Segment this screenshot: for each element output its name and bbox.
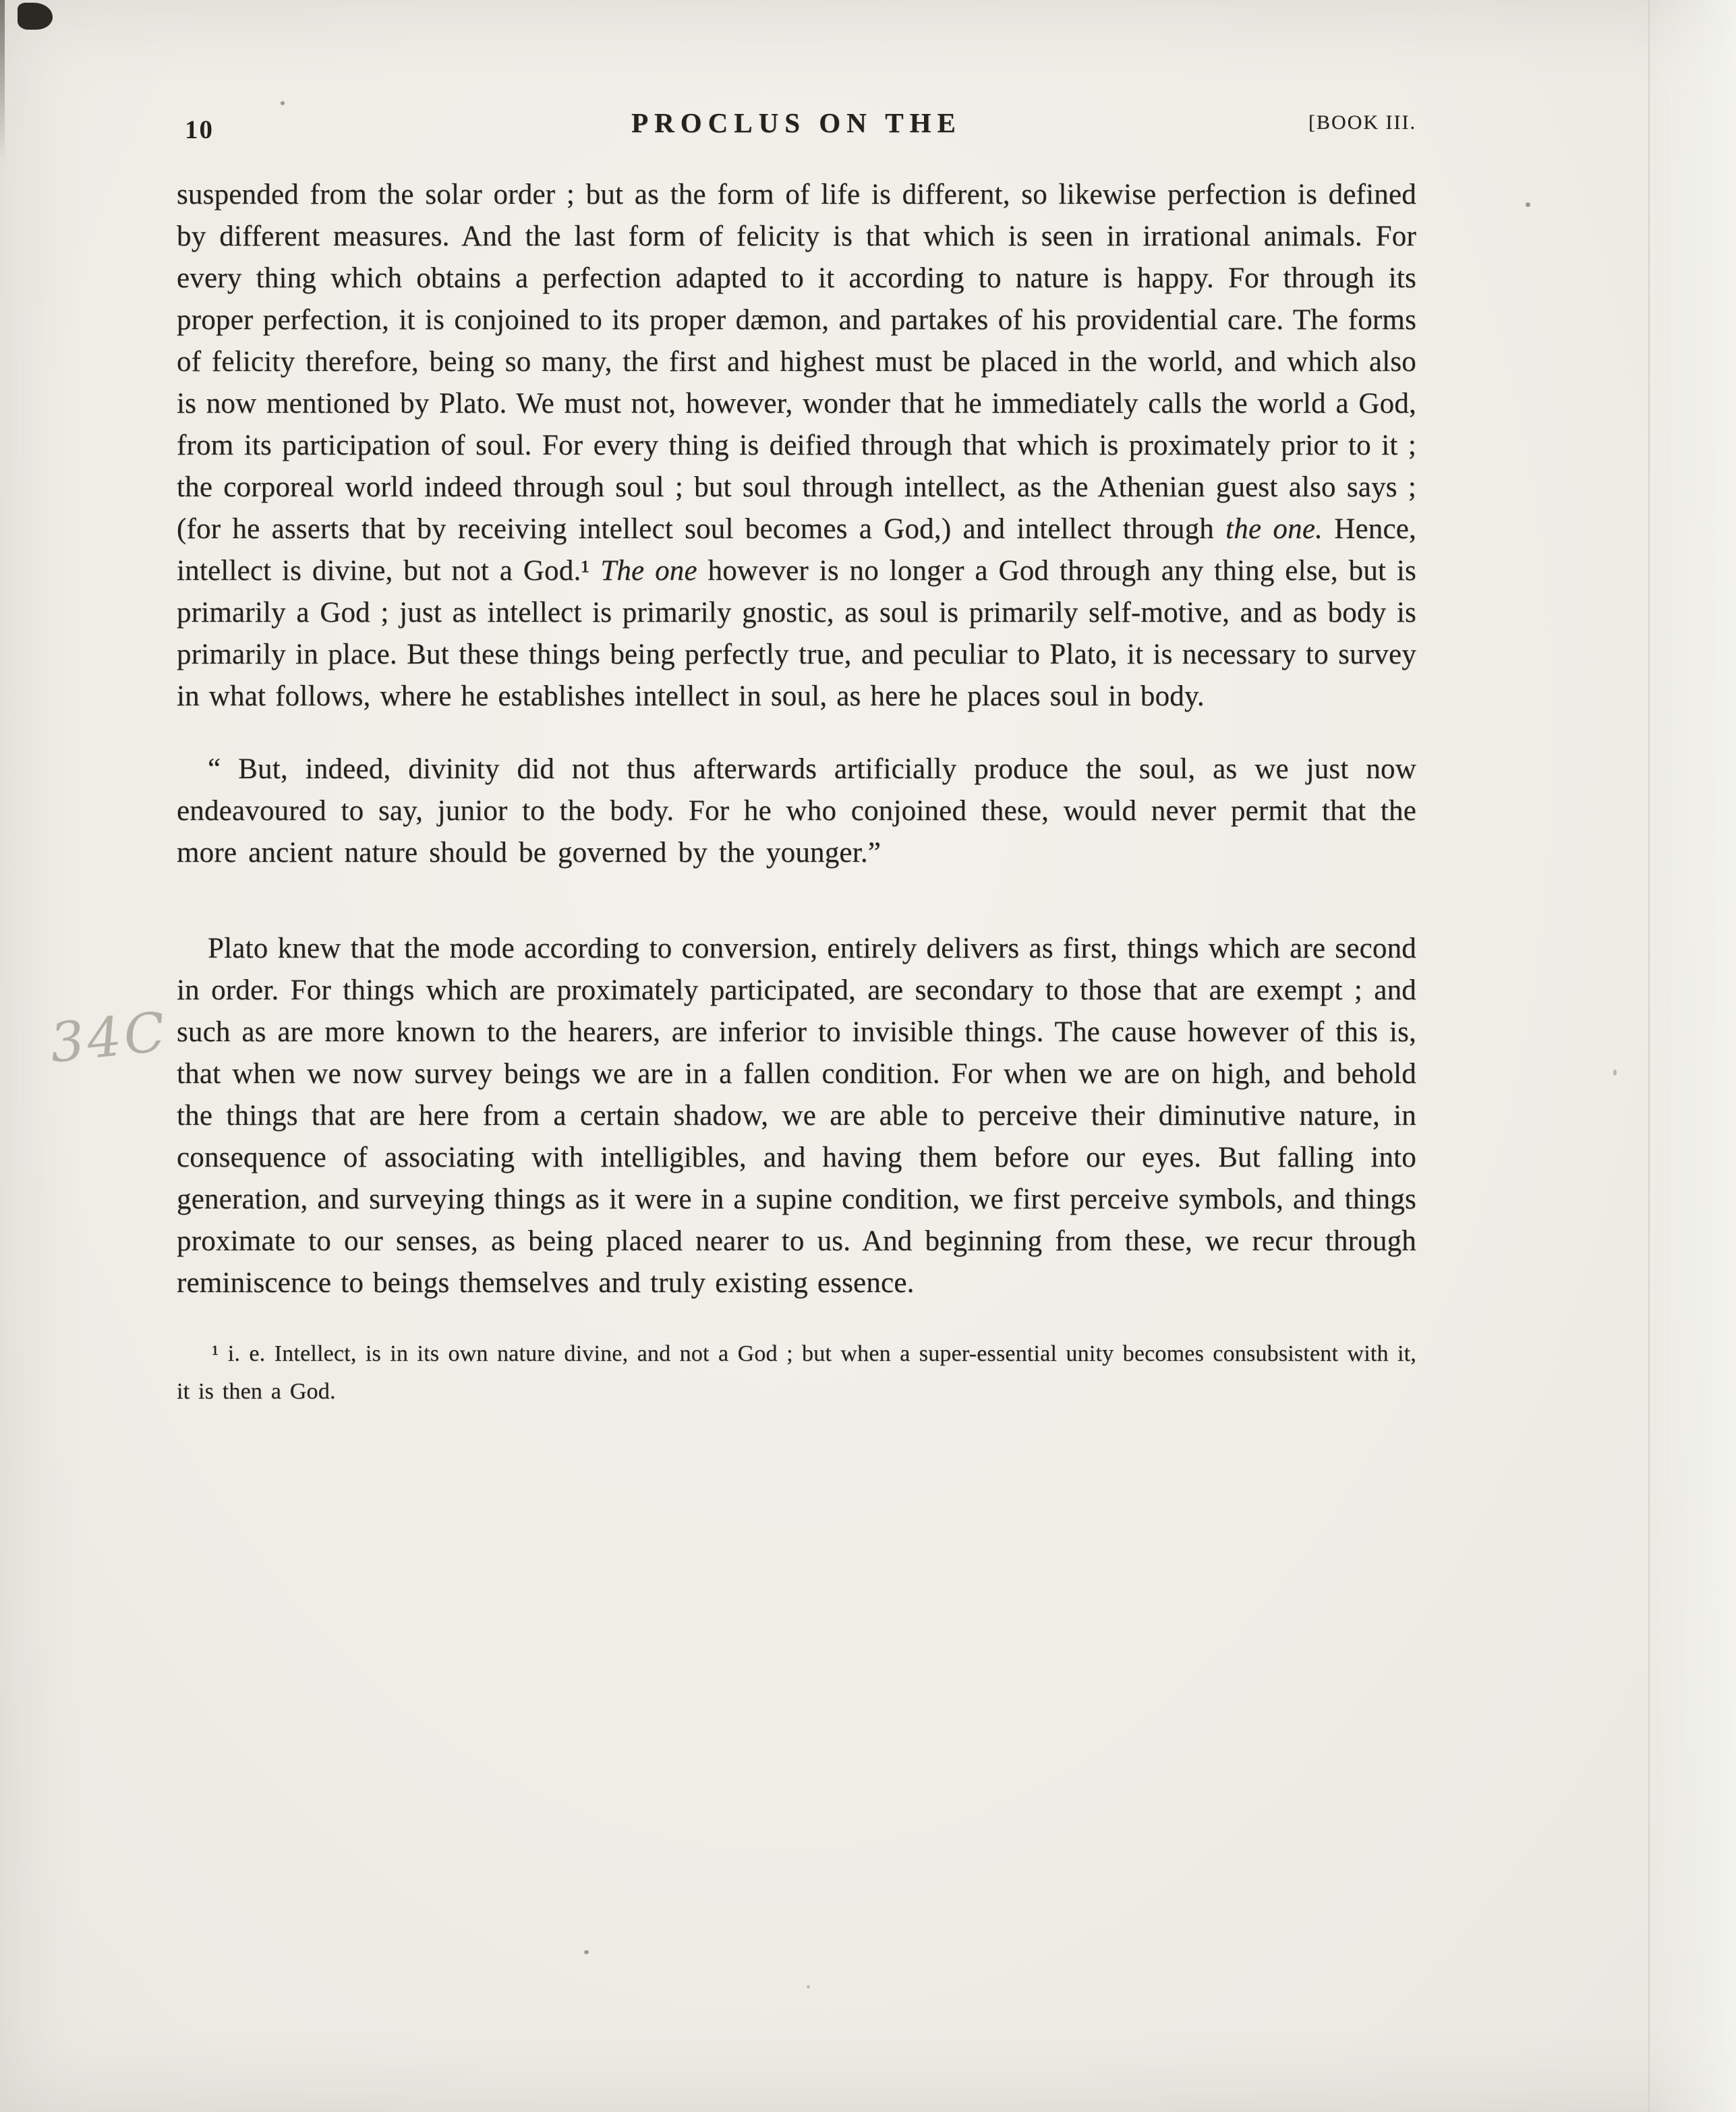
scan-speck	[1526, 202, 1530, 207]
scan-speck	[807, 1985, 810, 1989]
italic-the-one-2: The one	[600, 555, 697, 587]
paragraph-1-text: suspended from the solar order ; but as the form of life is different, so likewise perfection is defined by different measures. And the last form of felicity is that which is seen in irrational animals. For every thing which obtains a perfection adapted to it according to nature is happy. For through its proper perfection, it is conjoined to its proper dæmon, and partakes of his providential care. The forms of felicity therefore, being so many, the first and highest must be placed in the world, and which also is now mentioned by Plato. We must not, however, wonder that he immediately calls the world a God, from its participation of soul. For every thing is deified through that which is proximately prior to it ; the corporeal world indeed through soul ; but soul through intellect, as the Athenian guest also says ; (for he asserts that by receiving intellect soul becomes a God,) and intellect through	[177, 179, 1416, 545]
paragraph-3: Plato knew that the mode according to conversion, entirely delivers as first, things which are second in order. For things which are proximately participated, are secondary to those that are exempt ; and such as are more known to the hearers, are inferior to invisible things. The cause however of this is, that when we now survey beings we are in a fallen condition. For when we are on high, and behold the things that are here from a certain shadow, we are able to perceive their diminutive nature, in consequence of associating with intelligibles, and having them before our eyes. But falling into generation, and surveying things as it were in a supine condition, we first perceive symbols, and things proximate to our senses, as being placed nearer to us. And beginning from these, we recur through reminiscence to beings themselves and truly existing essence.	[177, 933, 1416, 1299]
paragraph-1-text: however is no longer a God through any thing else, but is primarily a God ; just as intellect is primarily gnostic, as soul is primarily self-motive, and as body is primarily in place. But these things being perfectly true, and peculiar to Plato, it is necessary to survey in what follows, where he establishes intellect in soul, as here he places soul in body.	[177, 555, 1416, 712]
running-title: PROCLUS ON THE	[631, 107, 962, 138]
page-number: 10	[185, 115, 214, 144]
scan-artifact-left-edge	[0, 0, 5, 162]
italic-the-one: the one.	[1225, 513, 1323, 545]
scan-speck	[281, 101, 285, 105]
footnote: ¹ i. e. Intellect, is in its own nature divine, and not a God ; but when a super-essential unity becomes consubsistent with it, it is then a God.	[177, 1341, 1416, 1404]
scan-artifact-corner-blob	[18, 3, 53, 30]
scan-speck	[584, 1950, 589, 1954]
paragraph-1-text: Hence, intellect is divine, but not a God.¹	[177, 513, 1416, 587]
scan-speck	[1613, 1069, 1617, 1076]
handwritten-margin-note: 34C	[47, 1000, 171, 1075]
scan-artifact-right-band	[1648, 0, 1736, 2112]
running-header	[177, 107, 1416, 150]
page-text-block	[177, 174, 1416, 1411]
paragraph-1	[177, 174, 1416, 717]
book-label: [BOOK III.	[1308, 111, 1416, 134]
block-quotation: “ But, indeed, divinity did not thus afterwards artificially produce the soul, as we just now endeavoured to say, junior to the body. For he who conjoined these, would never permit that the more ancient nature should be governed by the younger.”	[177, 753, 1416, 869]
